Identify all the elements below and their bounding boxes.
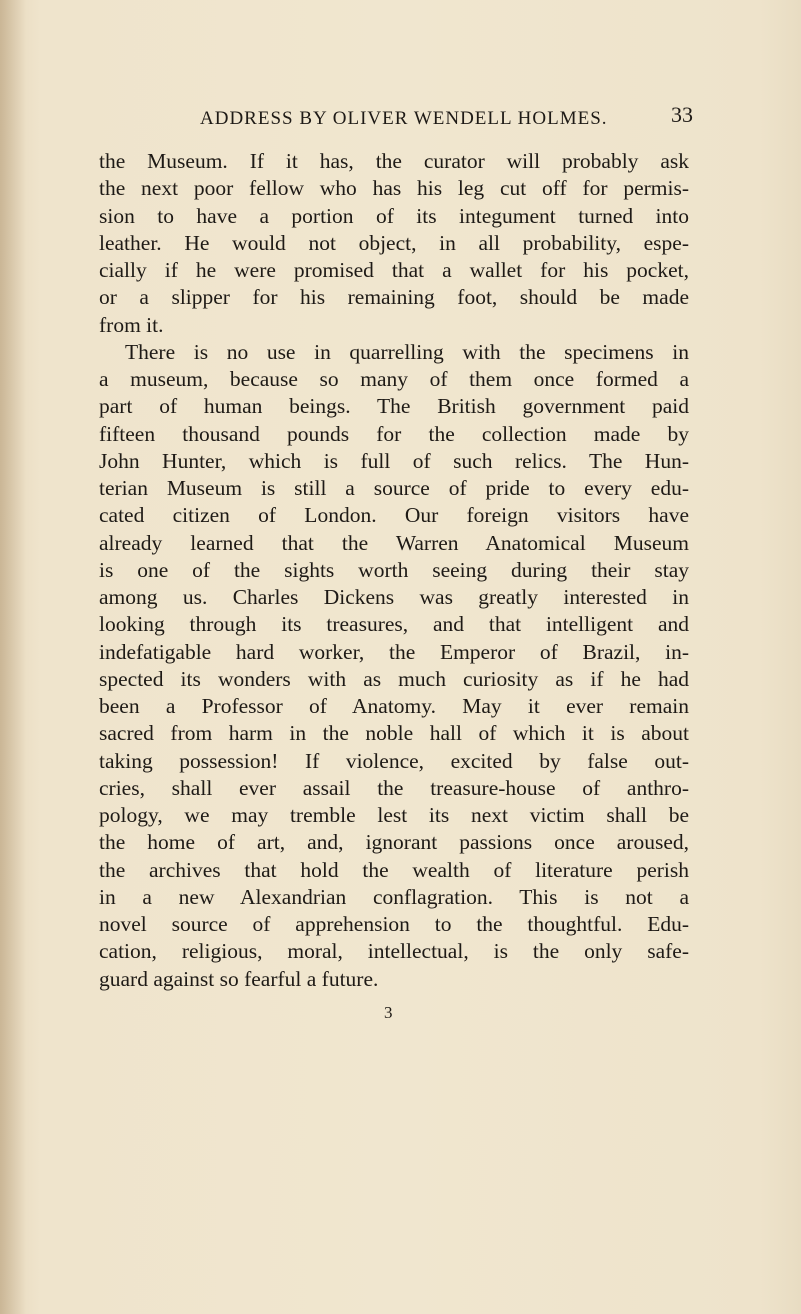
- text-line: John Hunter, which is full of such relics. The Hun-: [99, 448, 689, 473]
- text-line: indefatigable hard worker, the Emperor of Brazil, in-: [99, 639, 689, 664]
- spine-shadow: [0, 0, 26, 1314]
- text-line: the Museum. If it has, the curator will probably ask: [99, 149, 689, 173]
- running-head: ADDRESS BY OLIVER WENDELL HOLMES.: [200, 108, 608, 129]
- text-line: looking through its treasures, and that intelligent and: [99, 612, 689, 637]
- page-number: 33: [671, 102, 693, 127]
- text-line: the home of art, and, ignorant passions once aroused,: [99, 830, 689, 855]
- text-line: from it.: [99, 312, 164, 337]
- text-line: fifteen thousand pounds for the collection made by: [99, 421, 689, 446]
- text-line: cries, shall ever assail the treasure-house of anthro-: [99, 775, 689, 800]
- text-line: a museum, because so many of them once formed a: [99, 367, 689, 391]
- text-line: been a Professor of Anatomy. May it ever remain: [99, 694, 689, 718]
- text-line: part of human beings. The British government paid: [99, 394, 689, 419]
- text-line: pology, we may tremble lest its next victim shall be: [99, 803, 689, 827]
- text-line: taking possession! If violence, excited by false out-: [99, 748, 689, 773]
- text-line: cation, religious, moral, intellectual, is the only safe-: [99, 939, 689, 964]
- text-line: sion to have a portion of its integument turned into: [99, 203, 689, 228]
- text-line: spected its wonders with as much curiosity as if he had: [99, 666, 689, 691]
- body-text: [99, 148, 689, 993]
- text-line: among us. Charles Dickens was greatly interested in: [99, 585, 689, 609]
- text-line: the next poor fellow who has his leg cut off for permis-: [99, 176, 689, 201]
- text-line: There is no use in quarrelling with the specimens in: [125, 339, 689, 364]
- text-line: is one of the sights worth seeing during their stay: [99, 557, 689, 582]
- text-line: sacred from harm in the noble hall of which it is about: [99, 721, 689, 746]
- text-line: terian Museum is still a source of pride to every edu-: [99, 476, 689, 500]
- text-line: cated citizen of London. Our foreign visitors have: [99, 503, 689, 528]
- text-line: leather. He would not object, in all probability, espe-: [99, 230, 689, 255]
- text-line: already learned that the Warren Anatomical Museum: [99, 530, 689, 555]
- text-line: cially if he were promised that a wallet for his pocket,: [99, 258, 689, 282]
- text-line: in a new Alexandrian conflagration. This is not a: [99, 884, 689, 909]
- text-line: the archives that hold the wealth of literature perish: [99, 857, 689, 882]
- text-line: or a slipper for his remaining foot, should be made: [99, 285, 689, 310]
- text-line: novel source of apprehension to the thoughtful. Edu-: [99, 912, 689, 936]
- signature-mark: 3: [384, 1003, 393, 1022]
- text-line: guard against so fearful a future.: [99, 966, 379, 991]
